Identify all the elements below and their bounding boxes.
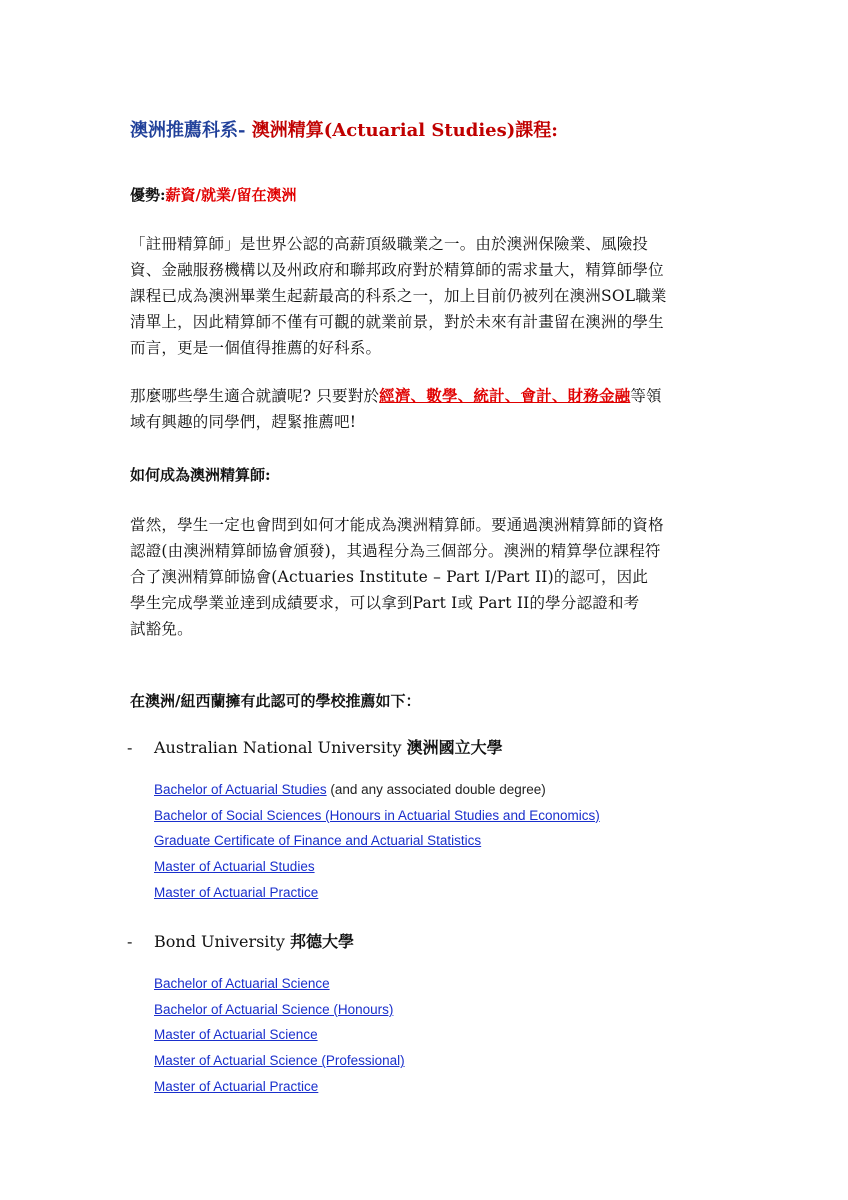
program-link[interactable]: Master of Actuarial Practice xyxy=(154,884,319,900)
list-dash: - xyxy=(127,738,133,757)
program-link[interactable]: Graduate Certificate of Finance and Actuarial Statistics xyxy=(154,833,482,849)
paragraph-line: 域有興趣的同學們，趕緊推薦吧! xyxy=(130,413,357,431)
program-link[interactable]: Master of Actuarial Studies xyxy=(154,859,315,875)
page-title xyxy=(130,116,558,142)
certification-paragraph xyxy=(130,512,720,642)
program-link[interactable]: Bachelor of Actuarial Science (Honours) xyxy=(154,1001,394,1017)
schools-heading: 在澳洲/紐西蘭擁有此認可的學校推薦如下： xyxy=(130,692,421,710)
paragraph-line: 當然，學生一定也會問到如何才能成為澳洲精算師。要通過澳洲精算師的資格 xyxy=(130,516,664,534)
list-dash: - xyxy=(127,932,133,951)
university-name-en: Bond University xyxy=(154,932,290,951)
list-item xyxy=(154,885,600,911)
how-to-heading: 如何成為澳洲精算師: xyxy=(130,466,271,484)
paragraph-line: 課程已成為澳洲畢業生起薪最高的科系之一，加上目前仍被列在澳洲SOL職業 xyxy=(130,287,667,305)
subject-highlight: 經濟、數學、統計、會計、財務金融 xyxy=(379,386,631,405)
paragraph-line: 合了澳洲精算師協會(Actuaries Institute – Part I/Part II)的認可，因此 xyxy=(130,568,649,586)
advantage-label: 優勢: xyxy=(130,186,166,204)
university-name-en: Australian National University xyxy=(154,738,407,757)
list-item xyxy=(154,1027,405,1053)
program-link[interactable]: Bachelor of Actuarial Studies xyxy=(154,782,327,797)
bond-program-list xyxy=(154,976,405,1104)
paragraph-line: 而言，更是一個值得推薦的好科系。 xyxy=(130,339,382,357)
paragraph-line: 認證(由澳洲精算師協會頒發)，其過程分為三個部分。澳洲的精算學位課程符 xyxy=(130,542,661,560)
university-heading-bond xyxy=(127,929,354,952)
list-item xyxy=(154,859,600,885)
paragraph-line: 清單上，因此精算師不僅有可觀的就業前景，對於未來有計畫留在澳洲的學生 xyxy=(130,313,664,331)
list-item xyxy=(154,1079,405,1105)
suitable-text: 那麼哪些學生適合就讀呢? 只要對於 xyxy=(130,387,380,405)
title-prefix: 澳洲推薦科系- xyxy=(130,120,252,141)
list-item xyxy=(154,1002,405,1028)
anu-program-list xyxy=(154,782,600,910)
program-note: (and any associated double degree) xyxy=(326,782,546,797)
university-name-cn: 邦德大學 xyxy=(289,932,354,951)
program-link[interactable]: Bachelor of Actuarial Science xyxy=(154,976,330,991)
suitable-text-tail: 等領 xyxy=(630,387,662,405)
list-item xyxy=(154,976,405,1002)
university-name-cn: 澳洲國立大學 xyxy=(406,738,503,757)
advantage-heading xyxy=(130,184,297,205)
paragraph-line: 試豁免。 xyxy=(130,620,193,638)
paragraph-line: 「註冊精算師」是世界公認的高薪頂級職業之一。由於澳洲保險業、風險投 xyxy=(130,235,649,253)
list-item xyxy=(154,833,600,859)
list-item xyxy=(154,1053,405,1079)
program-link[interactable]: Master of Actuarial Science (Professional) xyxy=(154,1053,405,1069)
program-link[interactable]: Master of Actuarial Practice xyxy=(154,1078,319,1094)
title-course: 澳洲精算(Actuarial Studies)課程: xyxy=(251,120,558,141)
paragraph-line xyxy=(130,383,720,409)
suitable-students-paragraph xyxy=(130,383,720,435)
program-link[interactable]: Bachelor of Social Sciences (Honours in Actuarial Studies and Economics) xyxy=(154,807,600,823)
paragraph-line: 學生完成學業並達到成績要求，可以拿到Part I或 Part II的學分認證和考 xyxy=(130,594,640,612)
list-item xyxy=(154,782,600,808)
program-link[interactable]: Master of Actuarial Science xyxy=(154,1027,318,1043)
list-item xyxy=(154,808,600,834)
paragraph-line: 資、金融服務機構以及州政府和聯邦政府對於精算師的需求量大，精算師學位 xyxy=(130,261,664,279)
advantage-value: 薪資/就業/留在澳洲 xyxy=(165,186,297,204)
intro-paragraph xyxy=(130,231,720,361)
university-heading-anu xyxy=(127,735,503,758)
